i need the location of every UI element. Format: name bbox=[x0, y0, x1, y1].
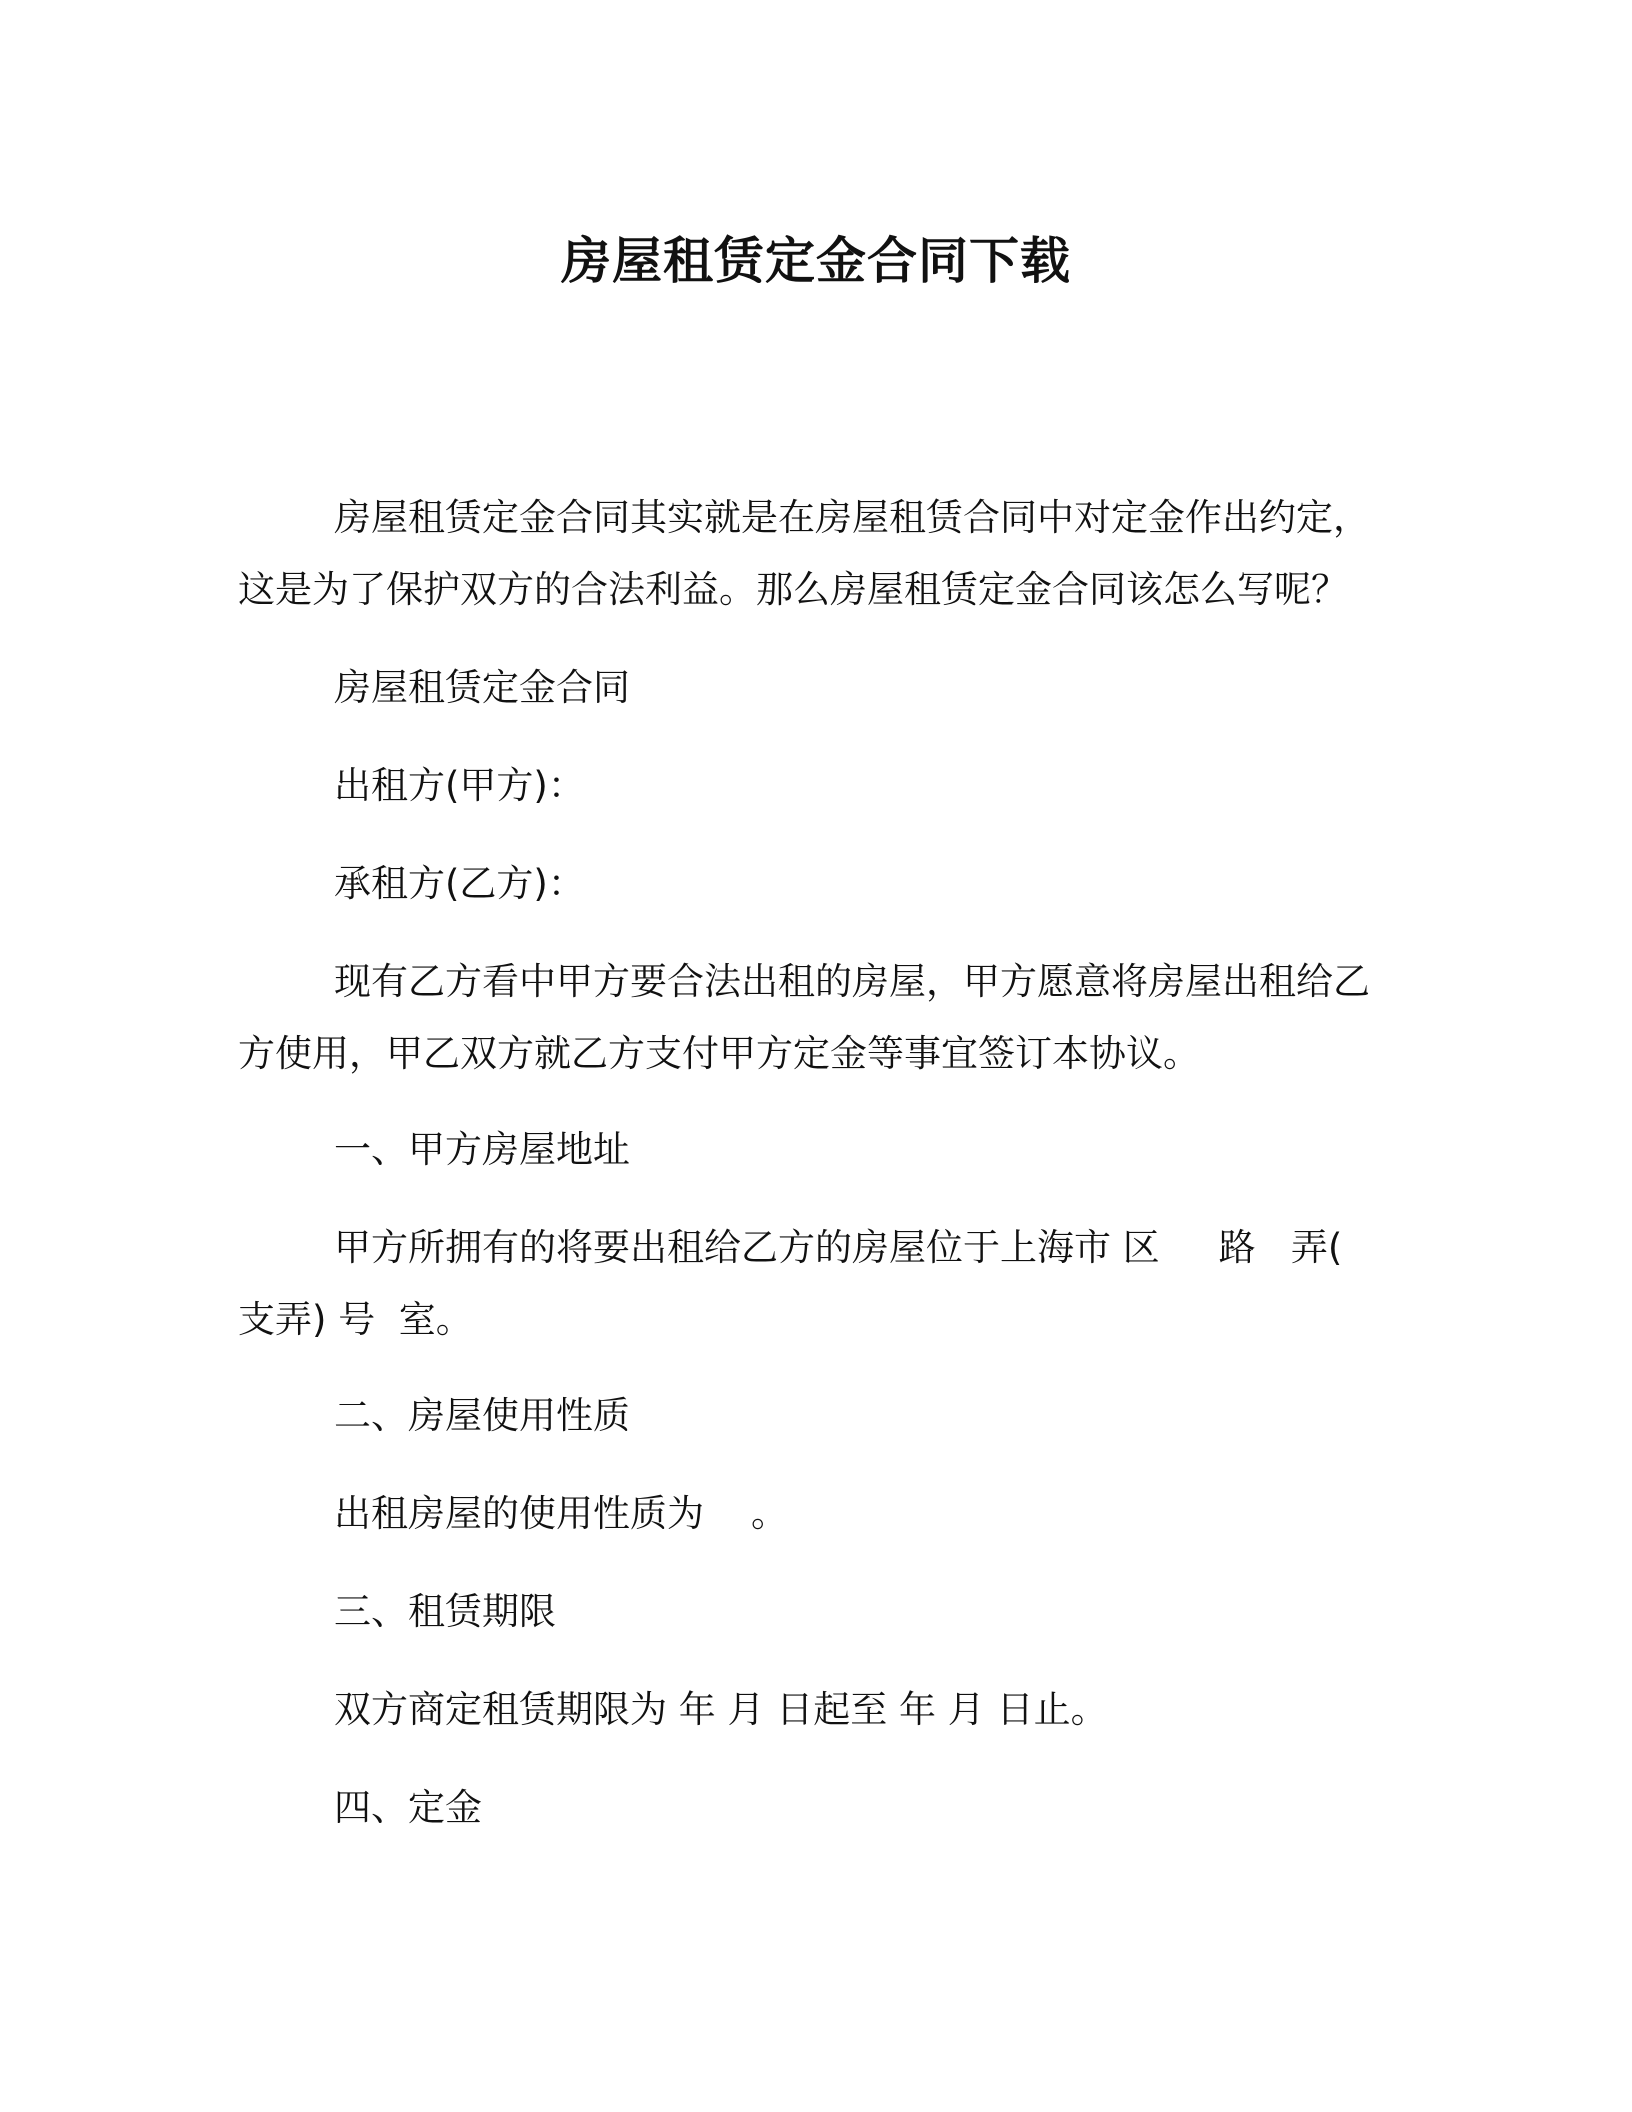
paragraph-line: 二、房屋使用性质 bbox=[334, 1394, 630, 1437]
section-heading-3 bbox=[238, 1576, 1398, 1648]
paragraph-line: 三、租赁期限 bbox=[334, 1590, 556, 1633]
paragraph-line: 双方商定租赁期限为 年 月 日起至 年 月 日止。 bbox=[334, 1688, 1108, 1731]
agreement-paragraph bbox=[238, 946, 1398, 1090]
paragraph-line: 这是为了保护双方的合法利益。那么房屋租赁定金合同该怎么写呢？ bbox=[238, 568, 1348, 611]
paragraph-line: 甲方所拥有的将要出租给乙方的房屋位于上海市 区 路 弄( bbox=[334, 1226, 1343, 1269]
paragraph-line: 支弄) 号 室。 bbox=[238, 1298, 473, 1341]
paragraph-line: 一、甲方房屋地址 bbox=[334, 1128, 630, 1171]
term-paragraph bbox=[238, 1674, 1398, 1746]
contract-heading bbox=[238, 652, 1398, 724]
document-title: 房屋租赁定金合同下载 bbox=[561, 232, 1071, 290]
section-heading-4 bbox=[238, 1772, 1398, 1844]
paragraph-line: 房屋租赁定金合同 bbox=[334, 666, 630, 709]
usage-paragraph bbox=[238, 1478, 1398, 1550]
section-heading-2 bbox=[238, 1380, 1398, 1452]
lessee-line bbox=[238, 848, 1398, 920]
paragraph-line: 方使用，甲乙双方就乙方支付甲方定金等事宜签订本协议。 bbox=[238, 1032, 1200, 1075]
paragraph-line: 四、定金 bbox=[334, 1786, 482, 1829]
section-heading-1 bbox=[238, 1114, 1398, 1186]
paragraph-line: 房屋租赁定金合同其实就是在房屋租赁合同中对定金作出约定， bbox=[334, 496, 1370, 539]
address-paragraph bbox=[238, 1212, 1398, 1356]
intro-paragraph bbox=[238, 482, 1398, 626]
paragraph-line: 现有乙方看中甲方要合法出租的房屋，甲方愿意将房屋出租给乙 bbox=[334, 960, 1370, 1003]
paragraph-line: 出租房屋的使用性质为 。 bbox=[334, 1492, 789, 1535]
paragraph-line: 出租方(甲方)： bbox=[334, 764, 585, 807]
lessor-line bbox=[238, 750, 1398, 822]
paragraph-line: 承租方(乙方)： bbox=[334, 862, 585, 905]
